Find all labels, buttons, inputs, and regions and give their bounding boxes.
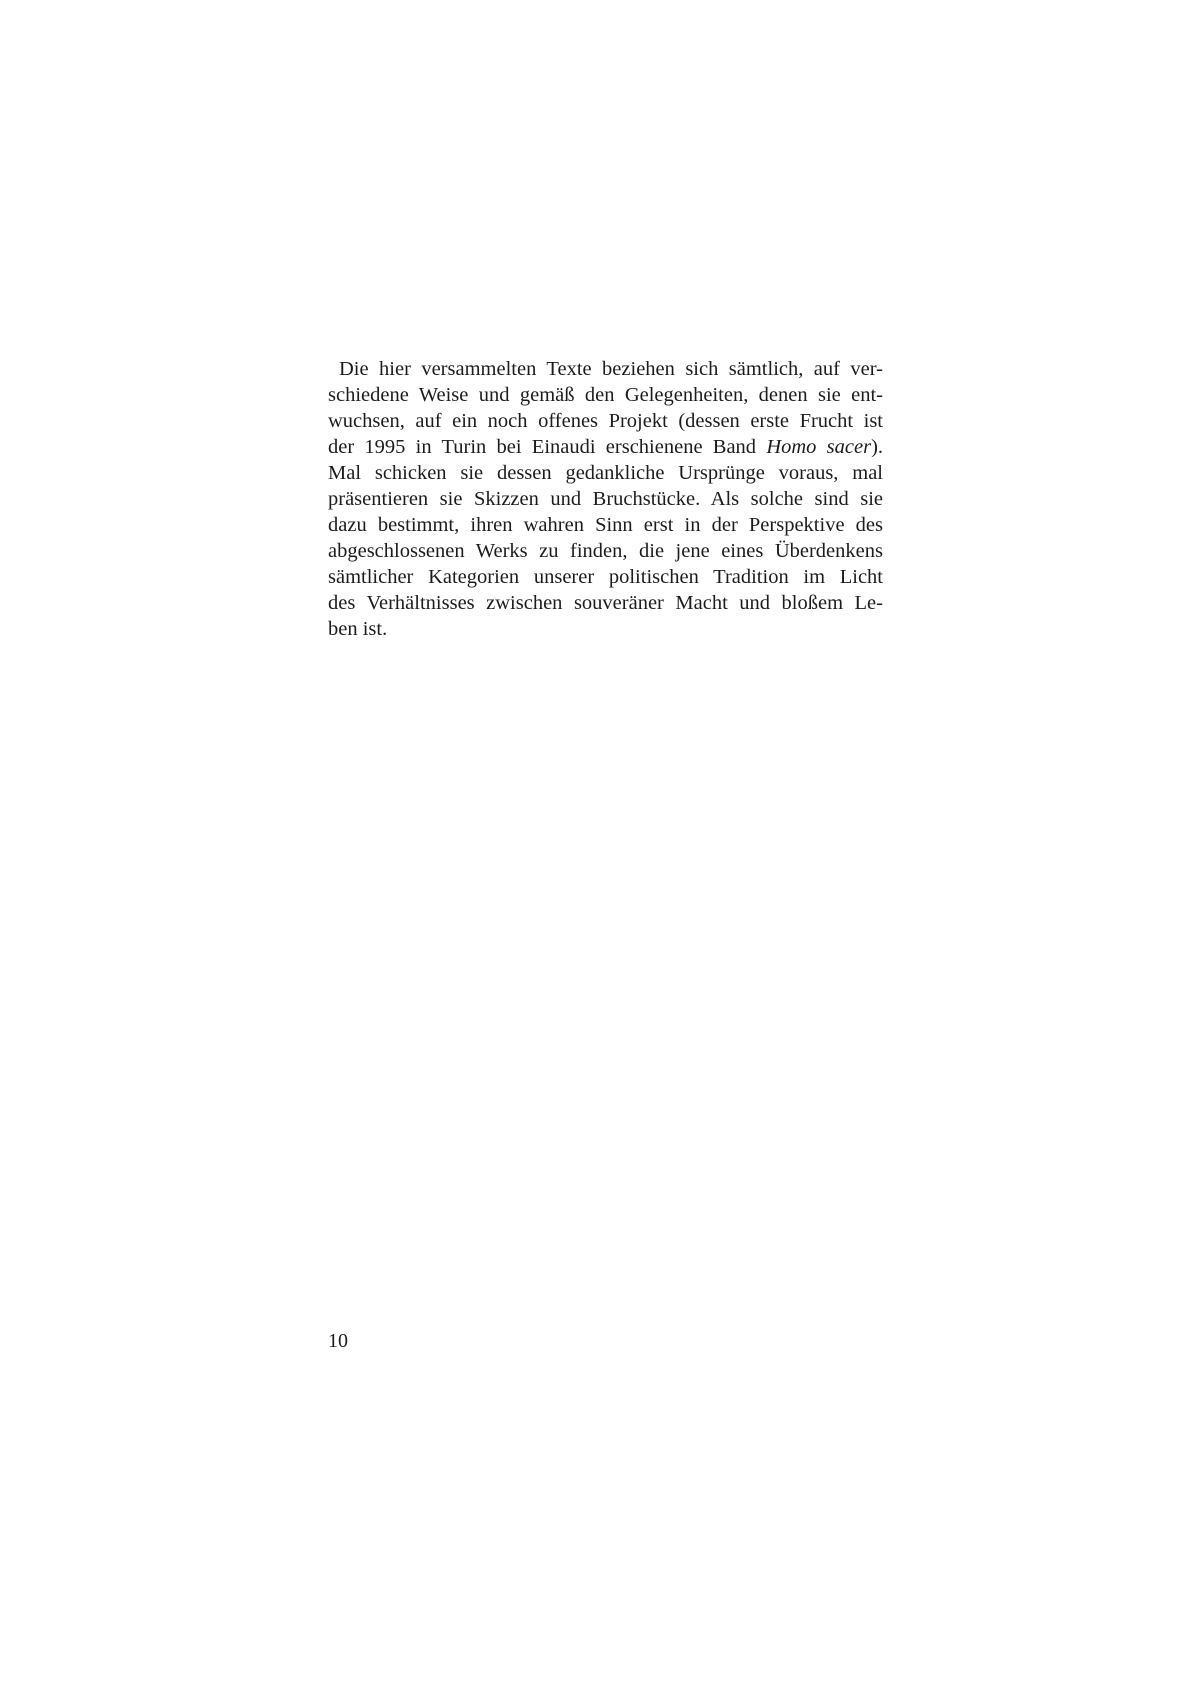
paragraph-line-text: der 1995 in Turin bei Einaudi erschienene Band [328,436,757,458]
paragraph-line: des Verhältnisses zwischen souveräner Macht und bloßem Le- [328,592,883,614]
paragraph-line-tail: ). [871,436,884,458]
book-title-italic: Homo sacer [766,436,872,458]
body-paragraph [328,356,883,642]
paragraph-line: abgeschlossenen Werks zu finden, die jene eines Überdenkens [328,540,883,562]
page-number: 10 [328,1330,348,1352]
paragraph-line: schiedene Weise und gemäß den Gelegenheiten, denen sie ent- [328,384,883,406]
paragraph-line [328,434,883,460]
paragraph-line: dazu bestimmt, ihren wahren Sinn erst in der Perspektive des [328,514,883,536]
paragraph-line: Die hier versammelten Texte beziehen sich sämtlich, auf ver- [339,358,883,380]
paragraph-line: ben ist. [328,618,388,640]
paragraph-line: Mal schicken sie dessen gedankliche Ursprünge voraus, mal [328,462,883,484]
paragraph-line: wuchsen, auf ein noch offenes Projekt (dessen erste Frucht ist [328,410,883,432]
paragraph-line: präsentieren sie Skizzen und Bruchstücke. Als solche sind sie [328,488,883,510]
paragraph-line: sämtlicher Kategorien unserer politischen Tradition im Licht [328,566,883,588]
